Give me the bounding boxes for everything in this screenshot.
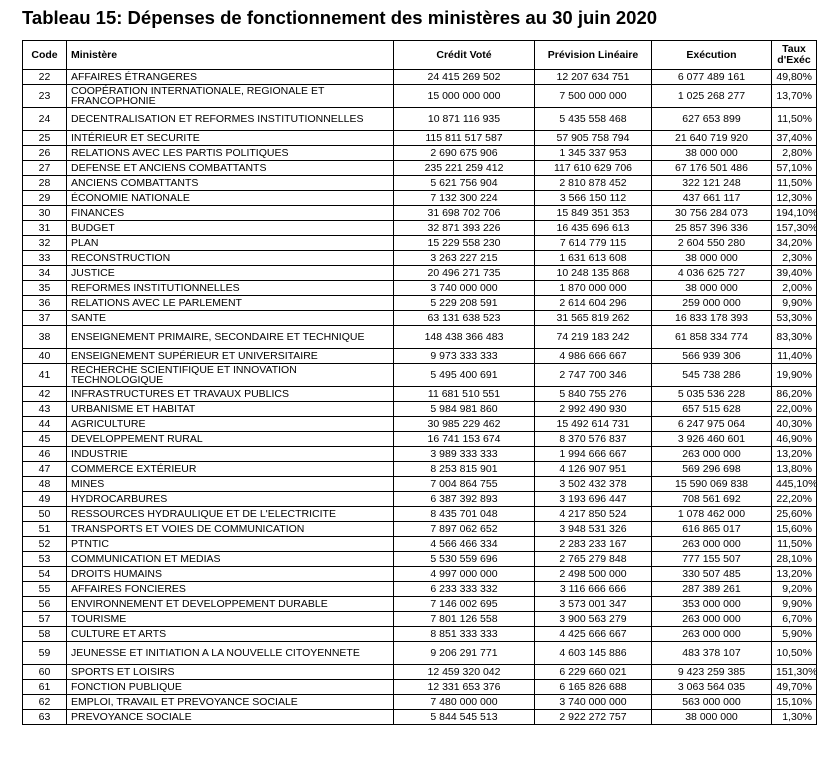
row-prevision-lineaire: 4 986 666 667	[535, 349, 652, 364]
table-row	[23, 191, 817, 206]
row-code: 38	[23, 326, 67, 349]
row-taux-execution: 2,00%	[772, 281, 817, 296]
row-execution: 616 865 017	[652, 522, 772, 537]
row-credit-vote: 12 459 320 042	[394, 665, 535, 680]
row-prevision-lineaire: 1 994 666 667	[535, 447, 652, 462]
row-ministere: INDUSTRIE	[67, 447, 394, 462]
table-row	[23, 176, 817, 191]
row-code: 33	[23, 251, 67, 266]
row-taux-execution: 157,30%	[772, 221, 817, 236]
row-execution: 259 000 000	[652, 296, 772, 311]
row-prevision-lineaire: 6 165 826 688	[535, 680, 652, 695]
row-ministere: SANTE	[67, 311, 394, 326]
row-prevision-lineaire: 3 116 666 666	[535, 582, 652, 597]
row-prevision-lineaire: 4 425 666 667	[535, 627, 652, 642]
row-execution: 566 939 306	[652, 349, 772, 364]
row-execution: 263 000 000	[652, 612, 772, 627]
row-taux-execution: 2,80%	[772, 146, 817, 161]
row-credit-vote: 148 438 366 483	[394, 326, 535, 349]
row-taux-execution: 28,10%	[772, 552, 817, 567]
table-row	[23, 627, 817, 642]
row-code: 58	[23, 627, 67, 642]
row-credit-vote: 5 621 756 904	[394, 176, 535, 191]
row-prevision-lineaire: 2 747 700 346	[535, 364, 652, 387]
table-row	[23, 710, 817, 725]
row-prevision-lineaire: 117 610 629 706	[535, 161, 652, 176]
row-credit-vote: 30 985 229 462	[394, 417, 535, 432]
row-code: 52	[23, 537, 67, 552]
row-ministere: REFORMES INSTITUTIONNELLES	[67, 281, 394, 296]
table-row	[23, 349, 817, 364]
table-row	[23, 364, 817, 387]
row-ministere: RECHERCHE SCIENTIFIQUE ET INNOVATION TECHNOLOGIQUE	[67, 364, 394, 387]
row-taux-execution: 15,60%	[772, 522, 817, 537]
row-taux-execution: 19,90%	[772, 364, 817, 387]
table-row	[23, 266, 817, 281]
row-credit-vote: 3 740 000 000	[394, 281, 535, 296]
row-credit-vote: 9 206 291 771	[394, 642, 535, 665]
row-credit-vote: 15 000 000 000	[394, 85, 535, 108]
row-code: 47	[23, 462, 67, 477]
row-code: 60	[23, 665, 67, 680]
row-execution: 353 000 000	[652, 597, 772, 612]
row-taux-execution: 46,90%	[772, 432, 817, 447]
table-row	[23, 447, 817, 462]
row-execution: 6 077 489 161	[652, 70, 772, 85]
table-row	[23, 236, 817, 251]
row-credit-vote: 3 989 333 333	[394, 447, 535, 462]
row-taux-execution: 11,50%	[772, 537, 817, 552]
row-ministere: FONCTION PUBLIQUE	[67, 680, 394, 695]
row-code: 42	[23, 387, 67, 402]
row-prevision-lineaire: 6 229 660 021	[535, 665, 652, 680]
row-taux-execution: 151,30%	[772, 665, 817, 680]
row-code: 59	[23, 642, 67, 665]
row-prevision-lineaire: 3 900 563 279	[535, 612, 652, 627]
row-code: 54	[23, 567, 67, 582]
row-taux-execution: 40,30%	[772, 417, 817, 432]
row-taux-execution: 10,50%	[772, 642, 817, 665]
row-code: 40	[23, 349, 67, 364]
row-execution: 483 378 107	[652, 642, 772, 665]
row-prevision-lineaire: 31 565 819 262	[535, 311, 652, 326]
row-code: 26	[23, 146, 67, 161]
row-prevision-lineaire: 2 498 500 000	[535, 567, 652, 582]
row-taux-execution: 11,50%	[772, 176, 817, 191]
row-taux-execution: 86,20%	[772, 387, 817, 402]
row-prevision-lineaire: 1 870 000 000	[535, 281, 652, 296]
table-row	[23, 567, 817, 582]
row-execution: 657 515 628	[652, 402, 772, 417]
table-row	[23, 522, 817, 537]
row-taux-execution: 37,40%	[772, 131, 817, 146]
row-code: 23	[23, 85, 67, 108]
table-row	[23, 161, 817, 176]
row-taux-execution: 22,20%	[772, 492, 817, 507]
row-taux-execution: 53,30%	[772, 311, 817, 326]
row-credit-vote: 8 253 815 901	[394, 462, 535, 477]
header-credit-vote: Crédit Voté	[394, 41, 535, 70]
row-prevision-lineaire: 3 502 432 378	[535, 477, 652, 492]
row-execution: 2 604 550 280	[652, 236, 772, 251]
row-prevision-lineaire: 3 948 531 326	[535, 522, 652, 537]
row-prevision-lineaire: 2 614 604 296	[535, 296, 652, 311]
table-row	[23, 597, 817, 612]
table-row	[23, 492, 817, 507]
row-taux-execution: 12,30%	[772, 191, 817, 206]
row-ministere: TRANSPORTS ET VOIES DE COMMUNICATION	[67, 522, 394, 537]
row-prevision-lineaire: 2 765 279 848	[535, 552, 652, 567]
row-credit-vote: 15 229 558 230	[394, 236, 535, 251]
row-credit-vote: 6 387 392 893	[394, 492, 535, 507]
row-ministere: AFFAIRES ÉTRANGERES	[67, 70, 394, 85]
row-prevision-lineaire: 74 219 183 242	[535, 326, 652, 349]
row-prevision-lineaire: 2 992 490 930	[535, 402, 652, 417]
table-row	[23, 695, 817, 710]
row-credit-vote: 7 801 126 558	[394, 612, 535, 627]
row-credit-vote: 235 221 259 412	[394, 161, 535, 176]
row-credit-vote: 5 495 400 691	[394, 364, 535, 387]
table-body	[23, 70, 817, 725]
table-row	[23, 70, 817, 85]
row-ministere: TOURISME	[67, 612, 394, 627]
row-code: 28	[23, 176, 67, 191]
row-credit-vote: 63 131 638 523	[394, 311, 535, 326]
row-execution: 38 000 000	[652, 146, 772, 161]
row-credit-vote: 8 851 333 333	[394, 627, 535, 642]
row-credit-vote: 16 741 153 674	[394, 432, 535, 447]
row-execution: 437 661 117	[652, 191, 772, 206]
row-credit-vote: 5 530 559 696	[394, 552, 535, 567]
row-prevision-lineaire: 3 566 150 112	[535, 191, 652, 206]
row-credit-vote: 6 233 333 332	[394, 582, 535, 597]
row-taux-execution: 9,90%	[772, 296, 817, 311]
row-taux-execution: 25,60%	[772, 507, 817, 522]
row-taux-execution: 57,10%	[772, 161, 817, 176]
row-execution: 545 738 286	[652, 364, 772, 387]
row-ministere: RESSOURCES HYDRAULIQUE ET DE L'ELECTRICITE	[67, 507, 394, 522]
row-ministere: EMPLOI, TRAVAIL ET PREVOYANCE SOCIALE	[67, 695, 394, 710]
row-code: 62	[23, 695, 67, 710]
row-prevision-lineaire: 3 193 696 447	[535, 492, 652, 507]
row-taux-execution: 49,70%	[772, 680, 817, 695]
table-row	[23, 85, 817, 108]
row-prevision-lineaire: 4 126 907 951	[535, 462, 652, 477]
row-execution: 263 000 000	[652, 627, 772, 642]
row-credit-vote: 11 681 510 551	[394, 387, 535, 402]
table-row	[23, 552, 817, 567]
row-credit-vote: 4 566 466 334	[394, 537, 535, 552]
row-taux-execution: 11,50%	[772, 108, 817, 131]
row-prevision-lineaire: 2 810 878 452	[535, 176, 652, 191]
row-ministere: DECENTRALISATION ET REFORMES INSTITUTIONNELLES	[67, 108, 394, 131]
row-ministere: DROITS HUMAINS	[67, 567, 394, 582]
row-credit-vote: 12 331 653 376	[394, 680, 535, 695]
table-row	[23, 462, 817, 477]
table-row	[23, 680, 817, 695]
row-prevision-lineaire: 12 207 634 751	[535, 70, 652, 85]
row-ministere: ENSEIGNEMENT PRIMAIRE, SECONDAIRE ET TECHNIQUE	[67, 326, 394, 349]
table-row	[23, 417, 817, 432]
row-credit-vote: 8 435 701 048	[394, 507, 535, 522]
table-row	[23, 131, 817, 146]
row-prevision-lineaire: 8 370 576 837	[535, 432, 652, 447]
row-ministere: COMMUNICATION ET MEDIAS	[67, 552, 394, 567]
row-prevision-lineaire: 3 573 001 347	[535, 597, 652, 612]
table-row	[23, 108, 817, 131]
table-row	[23, 612, 817, 627]
row-prevision-lineaire: 57 905 758 794	[535, 131, 652, 146]
row-execution: 3 926 460 601	[652, 432, 772, 447]
row-prevision-lineaire: 10 248 135 868	[535, 266, 652, 281]
row-taux-execution: 445,10%	[772, 477, 817, 492]
row-taux-execution: 13,20%	[772, 567, 817, 582]
row-code: 41	[23, 364, 67, 387]
row-prevision-lineaire: 4 603 145 886	[535, 642, 652, 665]
row-code: 57	[23, 612, 67, 627]
row-execution: 1 025 268 277	[652, 85, 772, 108]
row-execution: 67 176 501 486	[652, 161, 772, 176]
row-ministere: RECONSTRUCTION	[67, 251, 394, 266]
row-execution: 21 640 719 920	[652, 131, 772, 146]
row-prevision-lineaire: 1 345 337 953	[535, 146, 652, 161]
row-execution: 563 000 000	[652, 695, 772, 710]
row-taux-execution: 6,70%	[772, 612, 817, 627]
row-credit-vote: 7 480 000 000	[394, 695, 535, 710]
row-code: 30	[23, 206, 67, 221]
row-code: 43	[23, 402, 67, 417]
row-execution: 263 000 000	[652, 537, 772, 552]
row-execution: 330 507 485	[652, 567, 772, 582]
row-prevision-lineaire: 16 435 696 613	[535, 221, 652, 236]
row-code: 45	[23, 432, 67, 447]
row-execution: 777 155 507	[652, 552, 772, 567]
row-taux-execution: 15,10%	[772, 695, 817, 710]
row-code: 34	[23, 266, 67, 281]
row-execution: 38 000 000	[652, 281, 772, 296]
row-prevision-lineaire: 2 283 233 167	[535, 537, 652, 552]
row-execution: 30 756 284 073	[652, 206, 772, 221]
row-code: 37	[23, 311, 67, 326]
row-execution: 25 857 396 336	[652, 221, 772, 236]
row-credit-vote: 7 004 864 755	[394, 477, 535, 492]
row-taux-execution: 11,40%	[772, 349, 817, 364]
row-execution: 1 078 462 000	[652, 507, 772, 522]
row-execution: 38 000 000	[652, 251, 772, 266]
row-code: 25	[23, 131, 67, 146]
row-credit-vote: 3 263 227 215	[394, 251, 535, 266]
row-prevision-lineaire: 1 631 613 608	[535, 251, 652, 266]
row-taux-execution: 34,20%	[772, 236, 817, 251]
row-taux-execution: 39,40%	[772, 266, 817, 281]
table-title: Tableau 15: Dépenses de fonctionnement des ministères au 30 juin 2020	[22, 7, 658, 28]
row-execution: 708 561 692	[652, 492, 772, 507]
row-credit-vote: 4 997 000 000	[394, 567, 535, 582]
row-ministere: PTNTIC	[67, 537, 394, 552]
row-ministere: BUDGET	[67, 221, 394, 236]
table-row	[23, 642, 817, 665]
row-ministere: AGRICULTURE	[67, 417, 394, 432]
row-ministere: RELATIONS AVEC LES PARTIS POLITIQUES	[67, 146, 394, 161]
row-credit-vote: 24 415 269 502	[394, 70, 535, 85]
table-row	[23, 387, 817, 402]
row-execution: 263 000 000	[652, 447, 772, 462]
row-taux-execution: 1,30%	[772, 710, 817, 725]
row-credit-vote: 10 871 116 935	[394, 108, 535, 131]
row-ministere: PLAN	[67, 236, 394, 251]
row-execution: 5 035 536 228	[652, 387, 772, 402]
row-ministere: CULTURE ET ARTS	[67, 627, 394, 642]
row-execution: 61 858 334 774	[652, 326, 772, 349]
row-execution: 6 247 975 064	[652, 417, 772, 432]
row-code: 35	[23, 281, 67, 296]
row-ministere: HYDROCARBURES	[67, 492, 394, 507]
header-code: Code	[23, 41, 67, 70]
row-code: 46	[23, 447, 67, 462]
row-execution: 38 000 000	[652, 710, 772, 725]
row-execution: 3 063 564 035	[652, 680, 772, 695]
row-execution: 9 423 259 385	[652, 665, 772, 680]
row-code: 63	[23, 710, 67, 725]
row-code: 44	[23, 417, 67, 432]
row-ministere: SPORTS ET LOISIRS	[67, 665, 394, 680]
row-credit-vote: 2 690 675 906	[394, 146, 535, 161]
row-taux-execution: 13,70%	[772, 85, 817, 108]
row-code: 56	[23, 597, 67, 612]
header-row	[23, 41, 817, 70]
table-row	[23, 296, 817, 311]
row-credit-vote: 5 844 545 513	[394, 710, 535, 725]
table-row	[23, 311, 817, 326]
row-ministere: ÉCONOMIE NATIONALE	[67, 191, 394, 206]
row-ministere: JEUNESSE ET INITIATION A LA NOUVELLE CITOYENNETE	[67, 642, 394, 665]
row-credit-vote: 7 897 062 652	[394, 522, 535, 537]
table-row	[23, 402, 817, 417]
row-ministere: PREVOYANCE SOCIALE	[67, 710, 394, 725]
row-taux-execution: 13,20%	[772, 447, 817, 462]
row-credit-vote: 31 698 702 706	[394, 206, 535, 221]
table-row	[23, 326, 817, 349]
row-ministere: RELATIONS AVEC LE PARLEMENT	[67, 296, 394, 311]
row-code: 48	[23, 477, 67, 492]
header-taux-execution	[772, 41, 817, 70]
row-credit-vote: 7 146 002 695	[394, 597, 535, 612]
row-prevision-lineaire: 4 217 850 524	[535, 507, 652, 522]
row-code: 36	[23, 296, 67, 311]
table-row	[23, 432, 817, 447]
table-row	[23, 477, 817, 492]
row-execution: 4 036 625 727	[652, 266, 772, 281]
row-taux-execution: 194,10%	[772, 206, 817, 221]
row-code: 29	[23, 191, 67, 206]
row-prevision-lineaire: 2 922 272 757	[535, 710, 652, 725]
table-row	[23, 281, 817, 296]
row-code: 53	[23, 552, 67, 567]
table-row	[23, 665, 817, 680]
table-row	[23, 146, 817, 161]
row-taux-execution: 2,30%	[772, 251, 817, 266]
row-code: 50	[23, 507, 67, 522]
row-ministere: MINES	[67, 477, 394, 492]
row-taux-execution: 9,20%	[772, 582, 817, 597]
row-ministere: COOPÉRATION INTERNATIONALE, REGIONALE ET FRANCOPHONIE	[67, 85, 394, 108]
row-ministere: AFFAIRES FONCIERES	[67, 582, 394, 597]
row-credit-vote: 7 132 300 224	[394, 191, 535, 206]
row-taux-execution: 83,30%	[772, 326, 817, 349]
row-prevision-lineaire: 15 492 614 731	[535, 417, 652, 432]
table-row	[23, 221, 817, 236]
row-execution: 16 833 178 393	[652, 311, 772, 326]
row-credit-vote: 5 229 208 591	[394, 296, 535, 311]
row-ministere: ENSEIGNEMENT SUPÉRIEUR ET UNIVERSITAIRE	[67, 349, 394, 364]
row-ministere: FINANCES	[67, 206, 394, 221]
header-ministere: Ministère	[67, 41, 394, 70]
header-taux-line1: Taux	[782, 43, 806, 55]
row-prevision-lineaire: 7 614 779 115	[535, 236, 652, 251]
row-taux-execution: 13,80%	[772, 462, 817, 477]
row-code: 51	[23, 522, 67, 537]
row-prevision-lineaire: 5 435 558 468	[535, 108, 652, 131]
table-row	[23, 251, 817, 266]
row-execution: 627 653 899	[652, 108, 772, 131]
row-code: 32	[23, 236, 67, 251]
row-ministere: DEFENSE ET ANCIENS COMBATTANTS	[67, 161, 394, 176]
table-row	[23, 582, 817, 597]
header-prevision-lineaire: Prévision Linéaire	[535, 41, 652, 70]
row-code: 24	[23, 108, 67, 131]
row-code: 27	[23, 161, 67, 176]
row-execution: 322 121 248	[652, 176, 772, 191]
row-code: 49	[23, 492, 67, 507]
row-execution: 287 389 261	[652, 582, 772, 597]
row-ministere: INTÉRIEUR ET SECURITE	[67, 131, 394, 146]
row-ministere: DEVELOPPEMENT RURAL	[67, 432, 394, 447]
row-ministere: ENVIRONNEMENT ET DEVELOPPEMENT DURABLE	[67, 597, 394, 612]
row-prevision-lineaire: 5 840 755 276	[535, 387, 652, 402]
header-taux-line2: d'Exéc	[777, 54, 811, 66]
row-prevision-lineaire: 3 740 000 000	[535, 695, 652, 710]
row-ministere: JUSTICE	[67, 266, 394, 281]
header-execution: Exécution	[652, 41, 772, 70]
row-code: 22	[23, 70, 67, 85]
expenditure-table	[22, 40, 817, 725]
row-ministere: COMMERCE EXTÉRIEUR	[67, 462, 394, 477]
row-prevision-lineaire: 15 849 351 353	[535, 206, 652, 221]
row-code: 31	[23, 221, 67, 236]
row-execution: 569 296 698	[652, 462, 772, 477]
row-ministere: URBANISME ET HABITAT	[67, 402, 394, 417]
row-execution: 15 590 069 838	[652, 477, 772, 492]
row-code: 61	[23, 680, 67, 695]
row-credit-vote: 20 496 271 735	[394, 266, 535, 281]
row-ministere: INFRASTRUCTURES ET TRAVAUX PUBLICS	[67, 387, 394, 402]
table-row	[23, 206, 817, 221]
row-credit-vote: 115 811 517 587	[394, 131, 535, 146]
table-row	[23, 507, 817, 522]
row-prevision-lineaire: 7 500 000 000	[535, 85, 652, 108]
row-taux-execution: 5,90%	[772, 627, 817, 642]
row-code: 55	[23, 582, 67, 597]
row-taux-execution: 22,00%	[772, 402, 817, 417]
row-taux-execution: 9,90%	[772, 597, 817, 612]
row-credit-vote: 32 871 393 226	[394, 221, 535, 236]
table-row	[23, 537, 817, 552]
row-credit-vote: 9 973 333 333	[394, 349, 535, 364]
row-taux-execution: 49,80%	[772, 70, 817, 85]
row-credit-vote: 5 984 981 860	[394, 402, 535, 417]
row-ministere: ANCIENS COMBATTANTS	[67, 176, 394, 191]
